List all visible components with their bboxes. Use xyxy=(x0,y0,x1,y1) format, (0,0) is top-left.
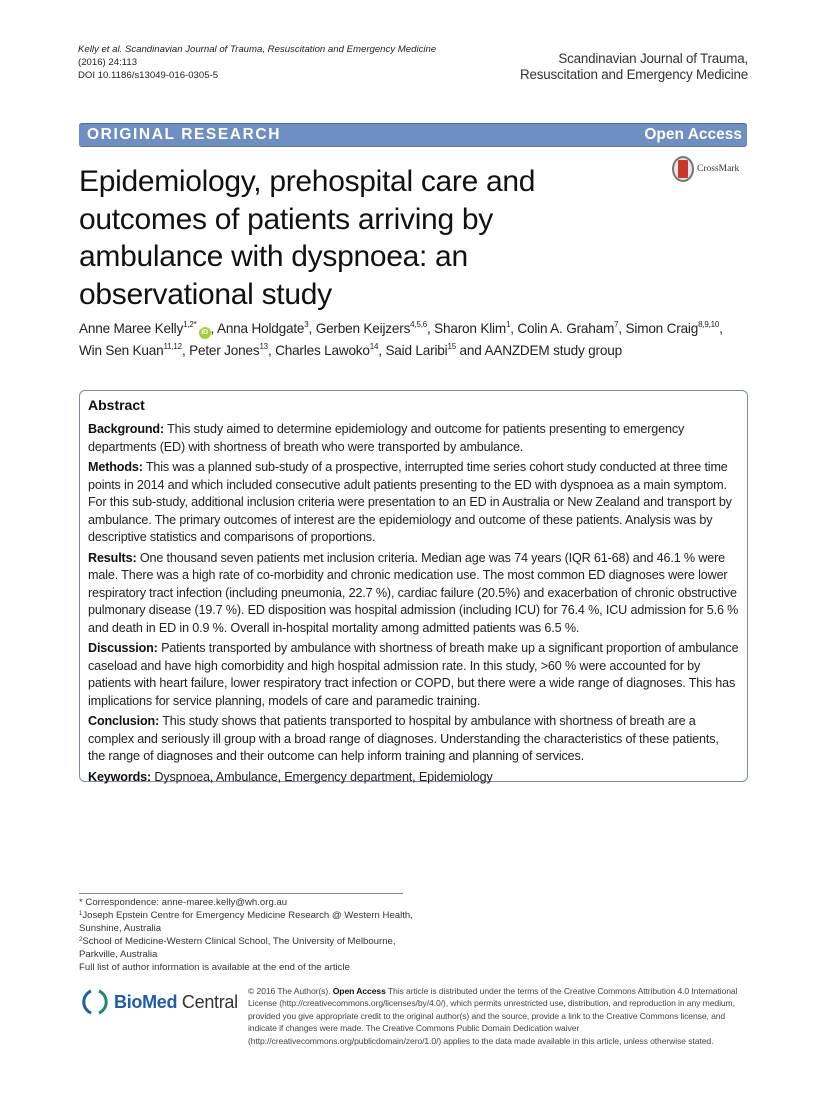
article-type-banner xyxy=(79,123,747,147)
journal-name xyxy=(520,51,748,83)
article-type-label: ORIGINAL RESEARCH xyxy=(87,126,281,143)
abstract-methods: Methods: This was a planned sub-study of a prospective, interrupted time series cohort study conducted at three time points in 2014 and which included consecutive adult patients presenting to the ED with dyspnoea as a main symptom. For this sub-study, additional inclusion criteria were presentation to an ED in Australia or New Zealand and transport by ambulance. The primary outcomes of interest are the epidemiology and outcome of these patients. Analysis was by descriptive statistics and comparisons of proportions. xyxy=(88,460,732,544)
abstract-heading: Abstract xyxy=(88,397,145,413)
orcid-icon[interactable]: iD xyxy=(199,327,211,339)
footnote-divider xyxy=(79,893,403,894)
author[interactable]: Colin A. Graham$^7$ xyxy=(517,320,619,336)
author[interactable]: Sharon Klim$^1$ xyxy=(434,320,511,336)
author[interactable]: Gerben Keijzers$^{4,5,6}$ xyxy=(315,320,427,336)
citation-journal: Kelly et al. Scandinavian Journal of Trauma, Resuscitation and Emergency Medicine xyxy=(78,44,437,55)
publisher-name: BioMed Central xyxy=(114,991,238,1012)
open-access-label: Open Access xyxy=(644,126,742,143)
author[interactable]: Win Sen Kuan$^{11,12}$ xyxy=(79,341,182,358)
crossmark-button[interactable] xyxy=(672,156,739,182)
affiliation: $^2$School of Medicine-Western Clinical School, The University of Melbourne, Parkville, Australia xyxy=(79,936,396,960)
author[interactable]: Said Laribi$^{15}$ xyxy=(385,341,456,358)
author[interactable]: Charles Lawoko$^{14}$ xyxy=(275,341,379,358)
abstract-keywords: Keywords: Dyspnoea, Ambulance, Emergency department, Epidemiology xyxy=(88,769,493,784)
doi-link[interactable]: DOI 10.1186/s13049-016-0305-5 xyxy=(78,70,219,81)
affiliation: $^1$Joseph Epstein Centre for Emergency Medicine Research @ Western Health, Sunshine, Australia xyxy=(79,910,413,934)
author[interactable]: Anne Maree Kelly$^{1,2*}$ xyxy=(79,320,197,336)
abstract-discussion: Discussion: Patients transported by ambulance with shortness of breath make up a significant proportion of ambulance caseload and have high comorbidity and high hospital admission rate. In this study, >60 % were accounted for by patients with heart failure, lower respiratory tract infection or COPD, but there were a wide range of diagnoses. This has implications for service planning, models of care and paramedic training. xyxy=(88,641,739,708)
author-info-note: Full list of author information is available at the end of the article xyxy=(79,962,350,973)
author[interactable]: Anna Holdgate$^3$ xyxy=(216,320,309,336)
author[interactable]: Peter Jones$^{13}$ xyxy=(189,341,268,358)
abstract-background: Background: This study aimed to determine epidemiology and outcome for patients presenting to emergency departments (ED) with shortness of breath who were transported by ambulance. xyxy=(88,422,685,454)
license-statement: © 2016 The Author(s). Open Access This article is distributed under the terms of the Creative Commons Attribution 4.0 International License (http://creativecommons.org/licenses/by/4.0/), which permits unrestricted use, distribution, and reproduction in any medium, provided you give appropriate credit to the original author(s) and the source, provide a link to the Creative Commons license, and indicate if changes were made. The Creative Commons Public Domain Dedication waiver (http://creativecommons.org/publicdomain/zero/1.0/) applies to the data made available in this article, unless otherwise stated. xyxy=(248,986,738,1046)
article-title: Epidemiology, prehospital care and outcomes of patients arriving by ambulance with dyspnoea: an observational study xyxy=(79,165,536,311)
biomed-central-logo xyxy=(80,987,238,1017)
author-list: Anne Maree Kelly$^{1,2*}$iD , Anna Holdgate$^3$, Gerben Keijzers$^{4,5,6}$, Sharon Klim$^1$, Colin A. Graham$^7$, Simon Craig$^{8,9,10}$, Win Sen Kuan$^{11,12}$, Peter Jones$^{13}$, Charles Lawoko$^{14}$, Said Laribi$^{15}$ and AANZDEM study group xyxy=(79,320,723,358)
abstract-conclusion: Conclusion: This study shows that patients transported to hospital by ambulance with shortness of breath are a complex and seriously ill group with a broad range of diagnoses. Understanding the characteristics of these patients, the range of diagnoses and their outcome can help inform training and planning of services. xyxy=(88,714,719,763)
crossmark-icon xyxy=(672,156,694,182)
citation-volume: (2016) 24:113 xyxy=(78,57,138,68)
journal-name-line1: Scandinavian Journal of Trauma, xyxy=(558,51,748,66)
abstract-box xyxy=(79,390,748,782)
biomed-ring-icon xyxy=(80,987,110,1017)
journal-name-line2: Resuscitation and Emergency Medicine xyxy=(520,67,748,82)
author[interactable]: Simon Craig$^{8,9,10}$ xyxy=(625,320,720,336)
crossmark-label: CrossMark xyxy=(697,164,740,174)
study-group: and AANZDEM study group xyxy=(455,342,622,358)
correspondence-email[interactable]: * Correspondence: anne-maree.kelly@wh.org.au xyxy=(79,897,288,908)
running-header-citation xyxy=(78,43,436,82)
abstract-results: Results: One thousand seven patients met inclusion criteria. Median age was 74 years (IQR 61-68) and 46.1 % were male. There was a high rate of co-morbidity and chronic medication use. The most common ED diagnoses were lower respiratory tract infection (including pneumonia, 22.7 %), cardiac failure (20.5%) and exacerbation of chronic obstructive pulmonary disease (19.7 %). ED disposition was hospital admission (including ICU) for 76.4 %, ICU admission for 5.6 % and death in ED in 0.9 %. Overall in-hospital mortality among admitted patients was 6.5 %. xyxy=(88,550,739,635)
footnotes xyxy=(79,896,419,974)
